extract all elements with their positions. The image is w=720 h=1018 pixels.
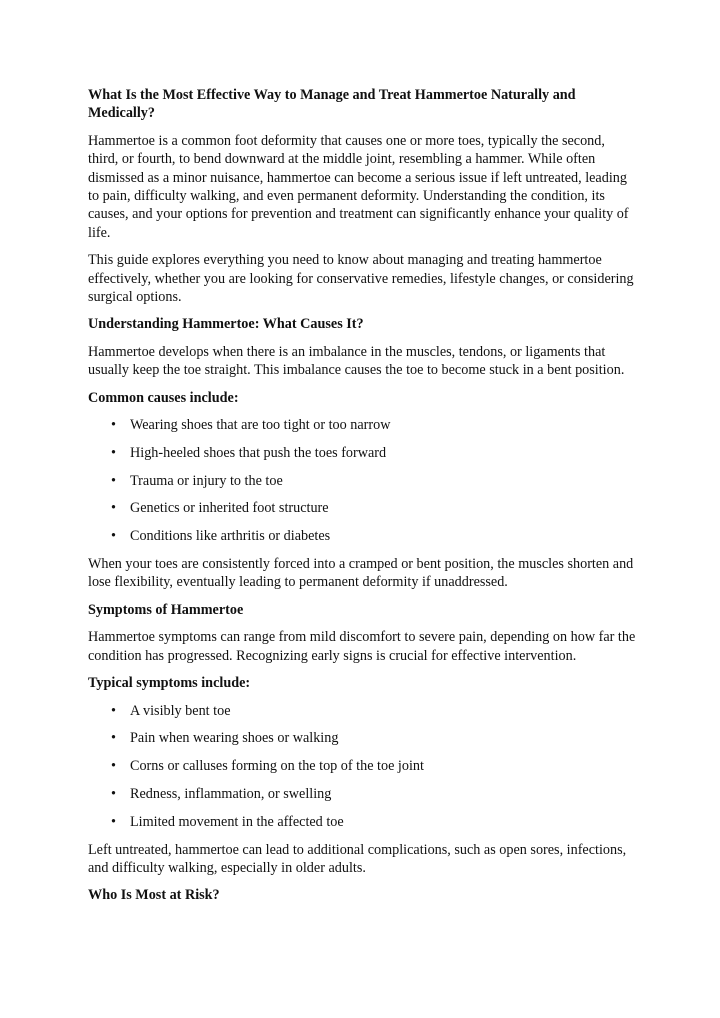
- list-item: [88, 416, 636, 434]
- list-item: [88, 813, 636, 831]
- list-item-text: Redness, inflammation, or swelling: [130, 785, 332, 802]
- symptoms-list: [88, 702, 636, 832]
- list-item-text: Trauma or injury to the toe: [130, 472, 283, 489]
- list-item: [88, 472, 636, 490]
- bullet-icon: •: [111, 528, 116, 545]
- list-item-text: Limited movement in the affected toe: [130, 813, 344, 830]
- document-body: [88, 86, 636, 914]
- list-item-text: Pain when wearing shoes or walking: [130, 730, 339, 747]
- document-title: What Is the Most Effective Way to Manage and Treat Hammertoe Naturally and Medically?: [88, 87, 576, 122]
- symptoms-after-paragraph: Left untreated, hammertoe can lead to additional complications, such as open sores, infections, and difficulty walking, especially in older adults.: [88, 841, 627, 876]
- list-item: [88, 757, 636, 775]
- bullet-icon: •: [111, 417, 116, 434]
- symptoms-heading: Symptoms of Hammertoe: [88, 601, 244, 618]
- bullet-icon: •: [111, 702, 116, 719]
- bullet-icon: •: [111, 813, 116, 830]
- list-item: [88, 785, 636, 803]
- intro-paragraph-1: Hammertoe is a common foot deformity that causes one or more toes, typically the second, third, or fourth, to bend downward at the middle joint, resembling a hammer. While often dismissed as a minor nuisance, hammertoe can become a serious issue if left untreated, leading to pain, difficulty walking, and even permanent deformity. Understanding the condition, its causes, and your options for prevention and treatment can significantly enhance your quality of life.: [88, 132, 629, 241]
- risk-heading: Who Is Most at Risk?: [88, 887, 220, 904]
- causes-list: [88, 416, 636, 546]
- list-item: [88, 499, 636, 517]
- bullet-icon: •: [111, 730, 116, 747]
- list-item: [88, 527, 636, 545]
- intro-paragraph-2: This guide explores everything you need to know about managing and treating hammertoe effectively, whether you are looking for conservative remedies, lifestyle changes, or considering surgical options.: [88, 252, 634, 306]
- bullet-icon: •: [111, 758, 116, 775]
- symptoms-paragraph: Hammertoe symptoms can range from mild discomfort to severe pain, depending on how far the condition has progressed. Recognizing early signs is crucial for effective intervention.: [88, 629, 636, 664]
- list-item: [88, 702, 636, 720]
- list-item-text: High-heeled shoes that push the toes forward: [130, 444, 387, 461]
- bullet-icon: •: [111, 785, 116, 802]
- list-item-text: Corns or calluses forming on the top of the toe joint: [130, 758, 424, 775]
- list-item: [88, 729, 636, 747]
- bullet-icon: •: [111, 444, 116, 461]
- list-item-text: Wearing shoes that are too tight or too narrow: [130, 417, 391, 434]
- causes-heading: Understanding Hammertoe: What Causes It?: [88, 316, 364, 333]
- causes-paragraph: Hammertoe develops when there is an imbalance in the muscles, tendons, or ligaments that usually keep the toe straight. This imbalance causes the toe to become stuck in a bent position.: [88, 343, 625, 379]
- bullet-icon: •: [111, 472, 116, 489]
- causes-after-paragraph: When your toes are consistently forced into a cramped or bent position, the muscles shorten and lose flexibility, eventually leading to permanent deformity if unaddressed.: [88, 556, 634, 591]
- list-item-text: Conditions like arthritis or diabetes: [130, 528, 331, 545]
- list-item: [88, 444, 636, 462]
- common-causes-heading: Common causes include:: [88, 389, 239, 406]
- bullet-icon: •: [111, 500, 116, 517]
- typical-symptoms-heading: Typical symptoms include:: [88, 675, 251, 692]
- list-item-text: Genetics or inherited foot structure: [130, 500, 329, 517]
- list-item-text: A visibly bent toe: [130, 702, 231, 719]
